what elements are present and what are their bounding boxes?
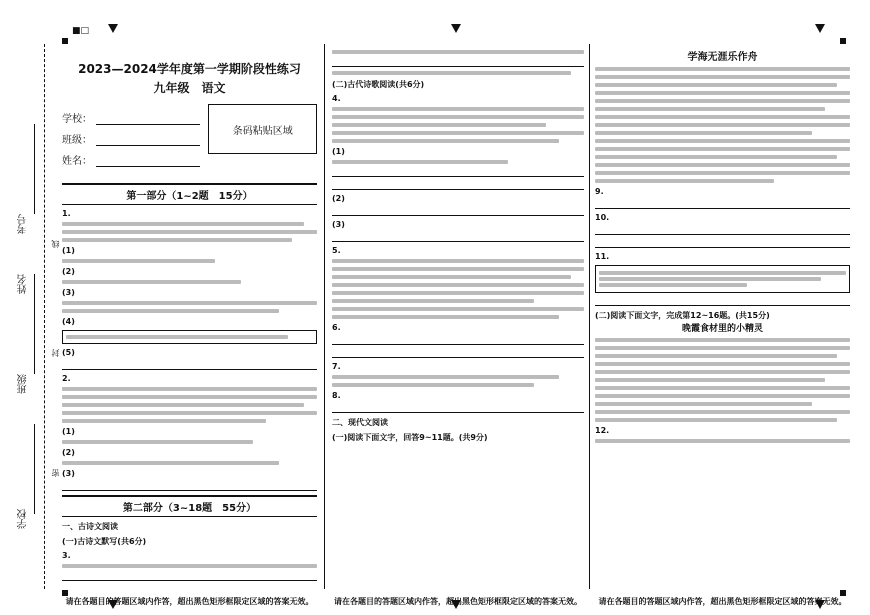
text-line [62, 419, 266, 423]
text-line [595, 362, 850, 366]
text-line [62, 222, 304, 226]
text-line [332, 275, 571, 279]
text-line [332, 299, 534, 303]
text-line [332, 50, 584, 54]
question-number: 7. [332, 362, 341, 371]
answer-rule[interactable] [595, 200, 850, 209]
question-number: 3. [62, 551, 71, 560]
text-line [595, 346, 850, 350]
answer-rule[interactable] [332, 404, 584, 413]
text-line [332, 283, 584, 287]
text-line [595, 83, 837, 87]
text-line [595, 354, 837, 358]
registration-mark [451, 24, 461, 33]
class-field[interactable] [62, 131, 200, 146]
question-number: (1) [332, 147, 345, 156]
student-info [62, 104, 200, 173]
question-number: (2) [332, 194, 345, 203]
exam-no-label: 考号 [18, 214, 29, 234]
sidebar-rule [34, 424, 35, 514]
passage-title: 学海无涯乐作舟 [687, 52, 758, 63]
text-line [595, 163, 850, 167]
question-number: (1) [62, 427, 75, 436]
section-subheading: (一)古诗文默写(共6分) [62, 537, 147, 546]
text-line [595, 99, 850, 103]
exam-subtitle: 九年级 语文 [153, 81, 226, 95]
name-field[interactable] [62, 152, 200, 167]
answer-rule[interactable] [332, 168, 584, 177]
seal-char: 线 [51, 240, 60, 248]
text-line [62, 461, 279, 465]
school-label: 学校 [18, 509, 29, 529]
registration-mark [815, 24, 825, 33]
seal-dashed-line [44, 44, 45, 589]
text-line [599, 271, 846, 275]
question-number: (2) [62, 267, 75, 276]
text-line [595, 155, 837, 159]
question-number: 10. [595, 213, 610, 222]
column-divider [589, 44, 590, 589]
section-heading: 二、现代文阅读 [332, 418, 388, 427]
text-line [62, 280, 241, 284]
text-line [595, 67, 850, 71]
text-line [595, 386, 850, 390]
text-line [332, 315, 559, 319]
question-number: 5. [332, 246, 341, 255]
text-line [595, 179, 774, 183]
registration-mark [108, 24, 118, 33]
text-line [332, 375, 559, 379]
answer-rule[interactable] [595, 297, 850, 306]
class-field-label: 班级： [62, 135, 92, 146]
passage-title: 晚霞食材里的小精灵 [681, 324, 763, 334]
answer-rule[interactable] [62, 361, 317, 370]
text-line [332, 131, 584, 135]
text-line [599, 283, 747, 287]
text-line [332, 123, 546, 127]
answer-rule[interactable] [332, 349, 584, 358]
column-1 [62, 44, 317, 589]
text-line [595, 338, 850, 342]
text-line [332, 71, 571, 75]
school-field-label: 学校： [62, 114, 92, 125]
sidebar-rule [34, 124, 35, 214]
text-line [62, 387, 317, 391]
text-line [595, 370, 850, 374]
text-line [595, 123, 850, 127]
exam-title: 2023—2024学年度第一学期阶段性练习 [78, 62, 301, 76]
text-line [595, 378, 825, 382]
text-line [595, 410, 850, 414]
name-label: 姓名 [18, 274, 29, 294]
text-line [62, 403, 304, 407]
answer-rule[interactable] [332, 58, 584, 67]
text-line [595, 394, 850, 398]
text-line [595, 107, 825, 111]
text-line [595, 402, 812, 406]
binding-sidebar [14, 44, 60, 589]
text-line [62, 564, 317, 568]
seal-char: 密 [51, 469, 60, 477]
part1-header: 第一部分（1~2题 15分） [62, 183, 317, 205]
text-line [332, 160, 508, 164]
footer-note: 请在各题目的答题区域内作答，超出黑色矩形框限定区域的答案无效。 [334, 597, 582, 606]
text-line [332, 259, 584, 263]
text-line [62, 411, 317, 415]
text-line [599, 277, 821, 281]
question-number: 6. [332, 323, 341, 332]
question-number: 8. [332, 391, 341, 400]
section-subheading: (一)阅读下面文字，回答9~11题。(共9分) [332, 433, 488, 442]
question-number: 9. [595, 187, 604, 196]
answer-rule[interactable] [332, 181, 584, 190]
question-number: (3) [62, 469, 75, 478]
question-number: 2. [62, 374, 71, 383]
section-subheading: (二)古代诗歌阅读(共6分) [332, 80, 425, 89]
column-2 [332, 44, 584, 589]
section-heading: 一、古诗文阅读 [62, 522, 118, 531]
text-line [595, 171, 850, 175]
barcode-area: 条码粘贴区域 [208, 104, 317, 154]
footer-note: 请在各题目的答题区域内作答，超出黑色矩形框限定区域的答案无效。 [598, 597, 847, 606]
text-line [332, 267, 584, 271]
text-line [595, 139, 850, 143]
text-line [595, 91, 850, 95]
answer-rule[interactable] [595, 226, 850, 235]
part2-header: 第二部分（3~18题 55分） [62, 495, 317, 517]
name-field-label: 姓名： [62, 156, 92, 167]
text-line [332, 115, 584, 119]
text-line [332, 383, 534, 387]
text-line [62, 309, 279, 313]
question-number: 11. [595, 252, 610, 261]
question-number: (4) [62, 317, 75, 326]
question-number: (3) [332, 220, 345, 229]
text-line [62, 259, 215, 263]
text-line [332, 291, 584, 295]
text-line [62, 440, 253, 444]
column-divider [324, 44, 325, 589]
text-line [62, 301, 317, 305]
text-line [62, 395, 317, 399]
text-line [332, 139, 559, 143]
section-subheading: (二)阅读下面文字，完成第12~16题。(共15分) [595, 311, 770, 320]
text-line [595, 131, 812, 135]
text-line [595, 418, 837, 422]
question-number: (3) [62, 288, 75, 297]
sidebar-rule [34, 274, 35, 374]
corner-tag: ■□ [72, 26, 90, 36]
question-number: (1) [62, 246, 75, 255]
text-line [66, 335, 288, 339]
class-label: 班级 [18, 374, 29, 394]
answer-box[interactable] [62, 330, 317, 344]
answer-rule[interactable] [332, 336, 584, 345]
question-number: (2) [62, 448, 75, 457]
school-field[interactable] [62, 110, 200, 125]
seal-char: 封 [51, 349, 60, 357]
answer-rule[interactable] [332, 207, 584, 216]
answer-rule[interactable] [595, 239, 850, 248]
text-line [595, 75, 850, 79]
text-line [62, 230, 317, 234]
column-3 [595, 44, 850, 589]
text-line [595, 439, 850, 443]
text-line [332, 107, 584, 111]
answer-rule[interactable] [62, 572, 317, 581]
question-number: 4. [332, 94, 341, 103]
answer-rule[interactable] [332, 233, 584, 242]
question-number: 12. [595, 426, 610, 435]
text-line [332, 307, 584, 311]
question-number: 1. [62, 209, 71, 218]
text-line [595, 147, 850, 151]
text-line [595, 115, 850, 119]
question-number: (5) [62, 348, 75, 357]
material-box [595, 265, 850, 293]
answer-rule[interactable] [62, 482, 317, 491]
footer-note: 请在各题目的答题区域内作答，超出黑色矩形框限定区域的答案无效。 [65, 597, 314, 606]
text-line [62, 238, 292, 242]
